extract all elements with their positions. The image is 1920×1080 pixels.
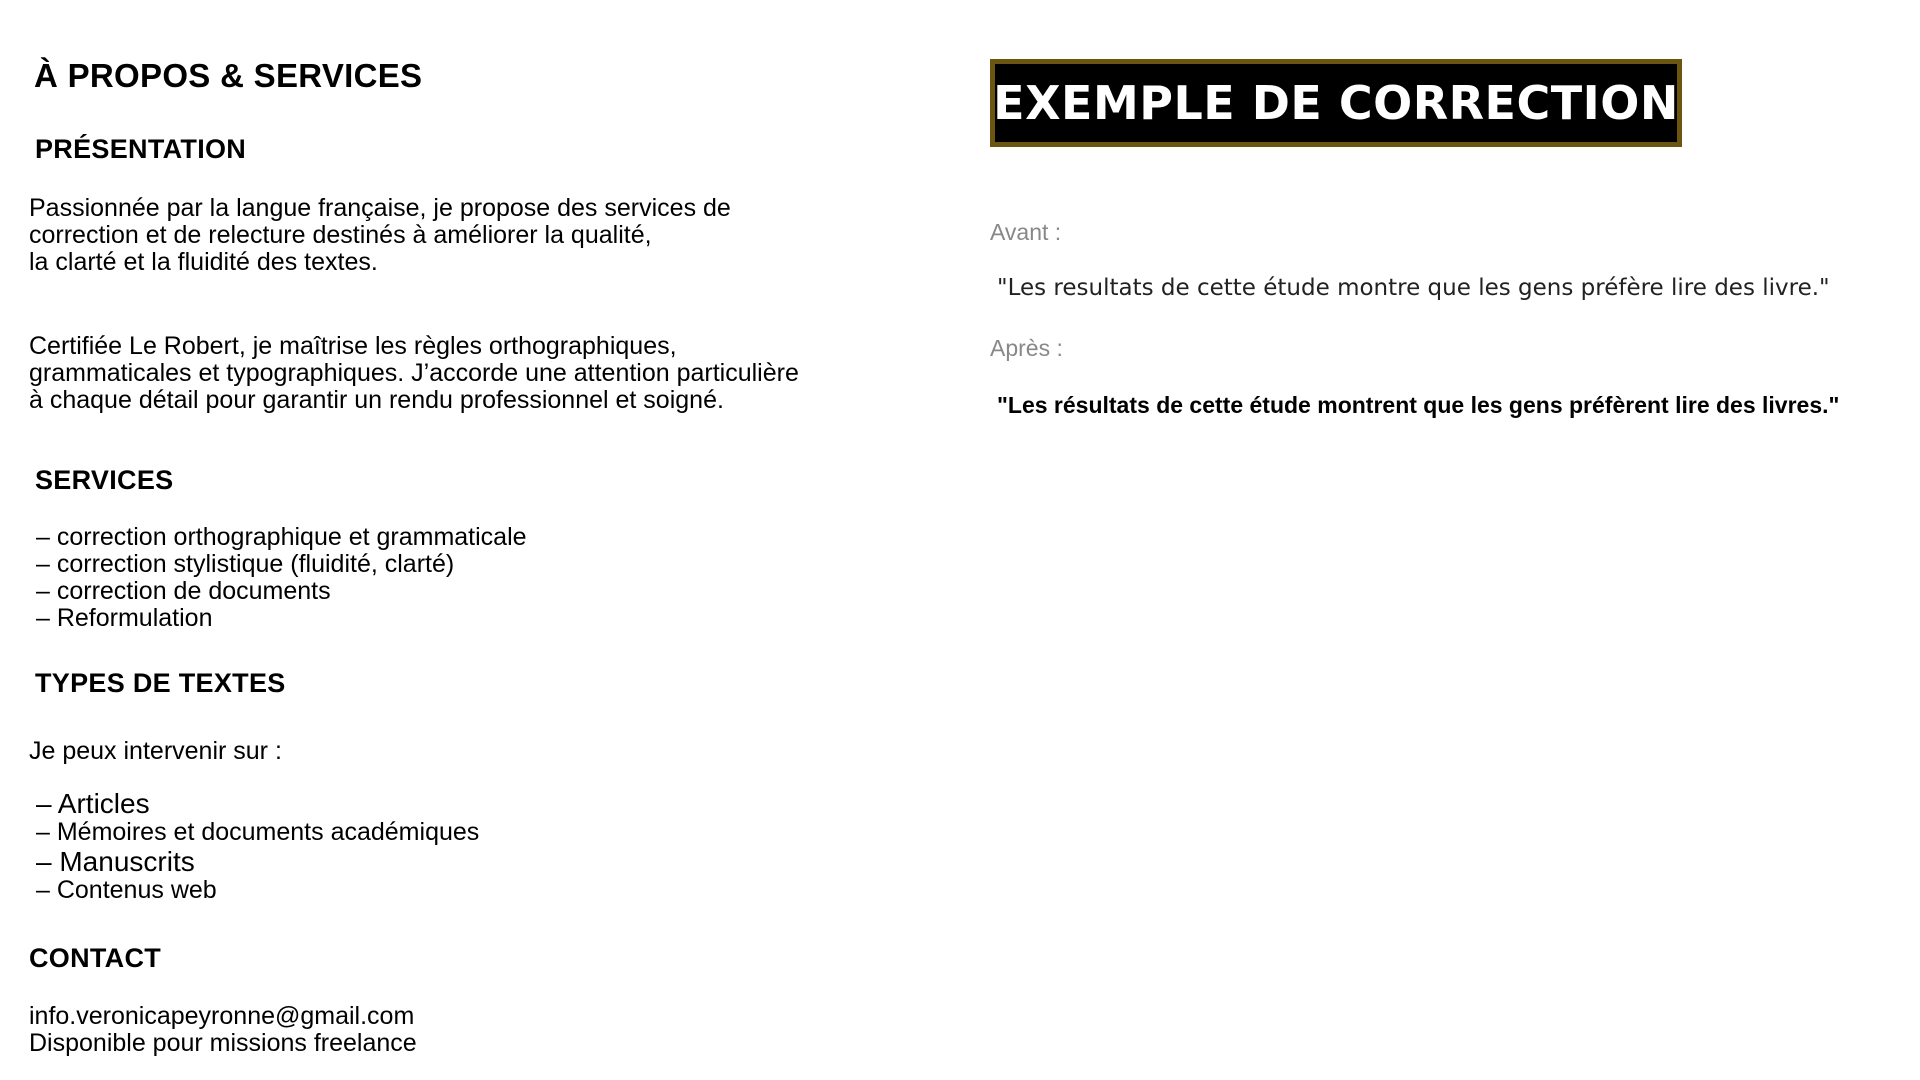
after-quote: "Les résultats de cette étude montrent que les gens préfèrent lire des livres.": [997, 392, 1840, 418]
paragraph-line: Certifiée Le Robert, je maîtrise les règles orthographiques,: [29, 332, 677, 360]
paragraph-line: Passionnée par la langue française, je propose des services de: [29, 194, 731, 222]
contact-availability: Disponible pour missions freelance: [29, 1029, 417, 1057]
list-item: – Mémoires et documents académiques: [36, 818, 480, 846]
example-title-banner: [990, 59, 1682, 147]
page-title: À PROPOS & SERVICES: [34, 57, 423, 94]
correction-example-column: [990, 0, 1920, 1080]
list-item: – correction de documents: [36, 577, 331, 605]
presentation-paragraph-1: [29, 195, 731, 276]
services-heading: SERVICES: [35, 465, 174, 495]
contact-heading: CONTACT: [29, 943, 162, 973]
contact-email: info.veronicapeyronne@gmail.com: [29, 1002, 415, 1030]
list-item: – Articles: [36, 788, 150, 819]
example-title: EXEMPLE DE CORRECTION: [993, 76, 1679, 130]
paragraph-line: grammaticales et typographiques. J’accorde une attention particulière: [29, 359, 799, 387]
before-quote: "Les resultats de cette étude montre que les gens préfère lire des livre.": [997, 275, 1830, 301]
text-types-heading: TYPES DE TEXTES: [35, 668, 286, 698]
paragraph-line: la clarté et la fluidité des textes.: [29, 248, 378, 276]
presentation-heading: PRÉSENTATION: [35, 134, 247, 164]
text-types-list: [36, 789, 479, 905]
after-label: Après :: [990, 335, 1063, 361]
paragraph-line: à chaque détail pour garantir un rendu professionnel et soigné.: [29, 386, 724, 414]
before-label: Avant :: [990, 219, 1062, 245]
list-item: – correction stylistique (fluidité, clarté): [36, 550, 455, 578]
contact-details: [29, 1003, 417, 1057]
presentation-paragraph-2: [29, 333, 799, 414]
text-types-intro: Je peux intervenir sur :: [29, 737, 282, 765]
list-item: – correction orthographique et grammaticale: [36, 523, 527, 551]
list-item: – Reformulation: [36, 604, 213, 632]
list-item: – Manuscrits: [36, 846, 195, 877]
paragraph-line: correction et de relecture destinés à améliorer la qualité,: [29, 221, 652, 249]
services-list: [36, 524, 527, 632]
list-item: – Contenus web: [36, 876, 217, 904]
